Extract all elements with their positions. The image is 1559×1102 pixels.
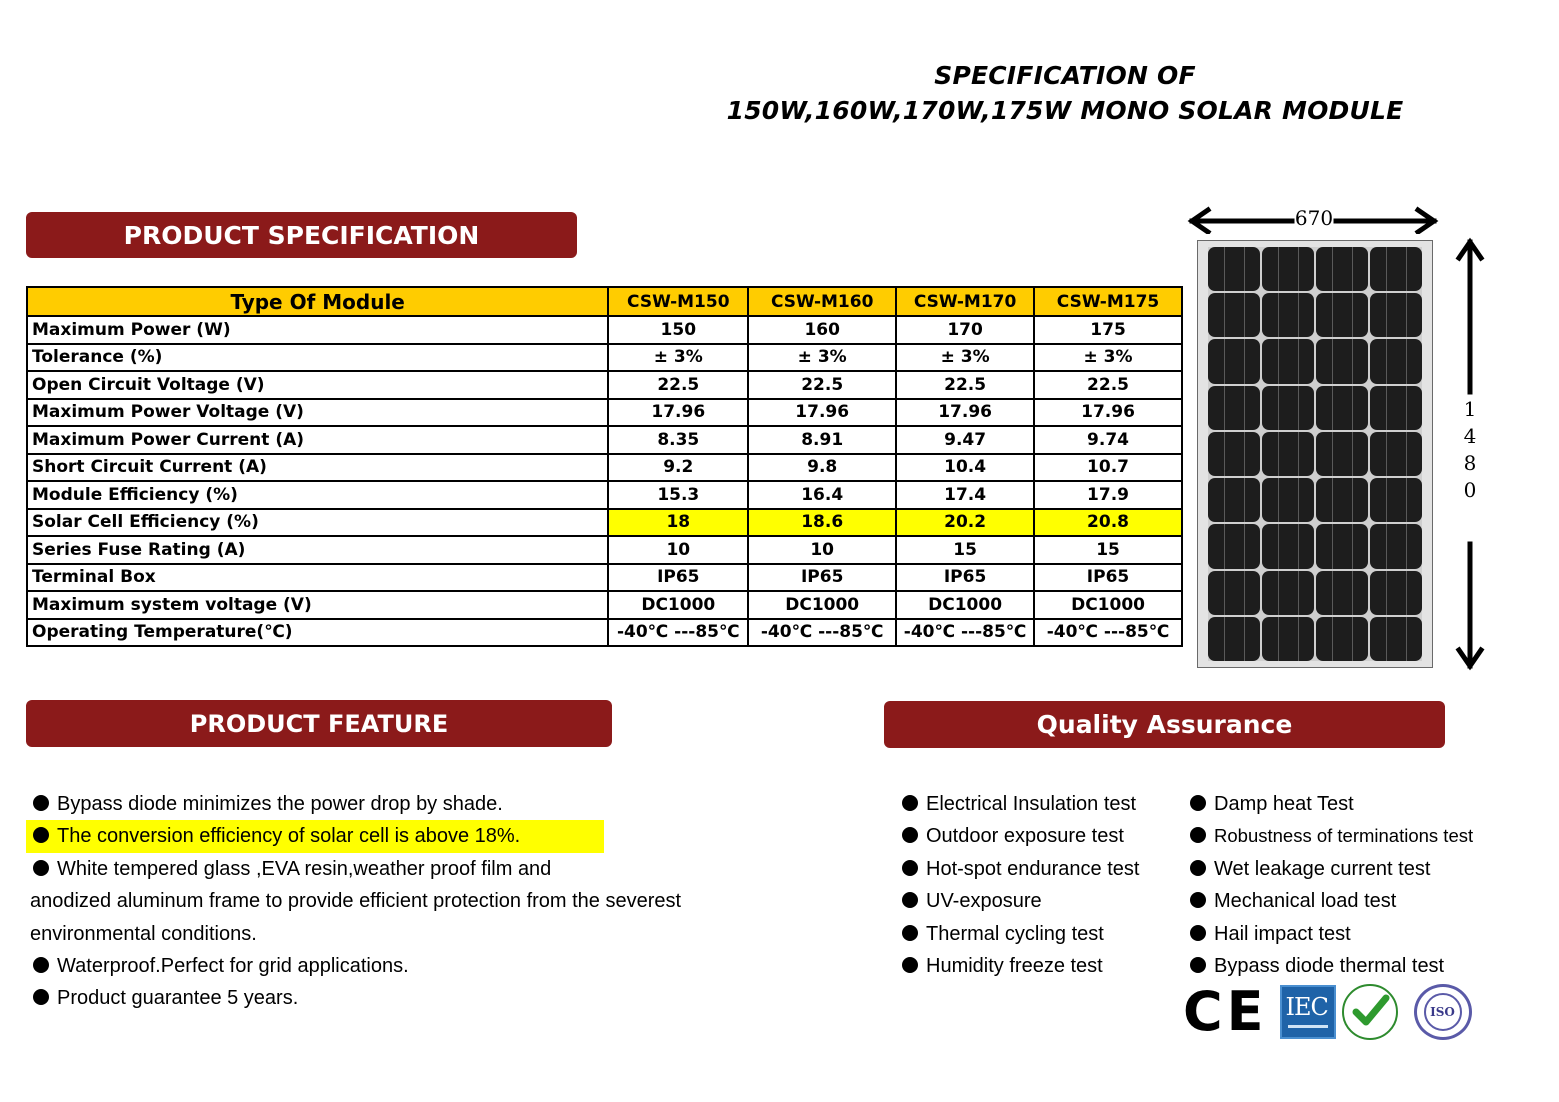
quality-test-item — [899, 885, 1139, 917]
model-header: CSW-M160 — [748, 287, 896, 316]
test-text: Damp heat Test — [1214, 793, 1354, 815]
height-digit: 0 — [1463, 478, 1477, 502]
cell-value: 150 — [608, 316, 748, 344]
feature-text: Bypass diode minimizes the power drop by shade. — [57, 793, 503, 815]
solar-cell — [1208, 478, 1260, 522]
cell-value: ± 3% — [748, 344, 896, 372]
cell-value: IP65 — [896, 564, 1034, 592]
cell-value: -40℃ ---85℃ — [1034, 619, 1182, 647]
solar-cell — [1316, 524, 1368, 568]
cell-value: 17.96 — [748, 399, 896, 427]
type-of-module-header: Type Of Module — [27, 287, 608, 316]
solar-cell — [1316, 432, 1368, 476]
product-specification-banner: PRODUCT SPECIFICATION — [26, 212, 577, 258]
solar-cell — [1262, 247, 1314, 291]
checkmark-icon — [1352, 992, 1390, 1030]
cell-value: 8.91 — [748, 426, 896, 454]
test-text: Thermal cycling test — [926, 922, 1104, 945]
feature-item-continuation — [30, 885, 790, 917]
iso-logo-icon — [1414, 984, 1472, 1040]
bullet-icon — [33, 957, 49, 973]
table-row — [27, 399, 1182, 427]
table-row — [27, 564, 1182, 592]
test-text: Mechanical load test — [1214, 890, 1397, 913]
solar-cell — [1370, 432, 1422, 476]
quality-test-item — [1187, 950, 1473, 982]
cell-value: 9.2 — [608, 454, 748, 482]
iec-logo-icon — [1280, 985, 1336, 1039]
table-row — [27, 481, 1182, 509]
model-header: CSW-M175 — [1034, 287, 1182, 316]
solar-cell — [1316, 478, 1368, 522]
cell-value: 160 — [748, 316, 896, 344]
cell-value: IP65 — [608, 564, 748, 592]
cell-value: 18 — [608, 509, 748, 537]
row-label: Short Circuit Current (A) — [27, 454, 608, 482]
quality-test-item — [1187, 820, 1473, 852]
width-label: 670 — [1294, 206, 1334, 230]
cell-value: ± 3% — [896, 344, 1034, 372]
test-text: Wet leakage current test — [1214, 857, 1431, 880]
solar-cell — [1370, 524, 1422, 568]
row-label: Operating Temperature(℃) — [27, 619, 608, 647]
solar-cell — [1316, 617, 1368, 661]
bullet-icon — [1190, 957, 1206, 973]
row-label: Open Circuit Voltage (V) — [27, 371, 608, 399]
quality-test-item — [1187, 885, 1473, 917]
solar-cell — [1370, 339, 1422, 383]
cell-value: 15 — [1034, 536, 1182, 564]
bullet-icon — [1190, 795, 1206, 811]
cell-value: 10 — [608, 536, 748, 564]
solar-cell — [1370, 293, 1422, 337]
cell-value: ± 3% — [608, 344, 748, 372]
row-label: Maximum system voltage (V) — [27, 591, 608, 619]
height-dimension — [1455, 234, 1485, 674]
row-label: Tolerance (%) — [27, 344, 608, 372]
solar-cell — [1370, 478, 1422, 522]
feature-item-continuation — [30, 918, 790, 950]
solar-cell — [1262, 386, 1314, 430]
bullet-icon — [1190, 860, 1206, 876]
cell-value: 10.7 — [1034, 454, 1182, 482]
solar-cell — [1208, 432, 1260, 476]
solar-cell — [1316, 247, 1368, 291]
cell-value: 15.3 — [608, 481, 748, 509]
model-header: CSW-M170 — [896, 287, 1034, 316]
solar-cell — [1262, 432, 1314, 476]
cell-value: IP65 — [1034, 564, 1182, 592]
table-row — [27, 426, 1182, 454]
row-label: Maximum Power (W) — [27, 316, 608, 344]
ce-mark-icon: CE — [1183, 980, 1268, 1043]
row-label: Series Fuse Rating (A) — [27, 536, 608, 564]
solar-panel-image — [1197, 240, 1433, 668]
quality-test-item — [899, 820, 1139, 852]
test-text: Outdoor exposure test — [926, 825, 1124, 848]
feature-text: anodized aluminum frame to provide efficient protection from the severest — [30, 890, 682, 913]
solar-cell — [1208, 571, 1260, 615]
quality-test-item — [899, 950, 1139, 982]
quality-test-item — [1187, 788, 1473, 820]
test-text: Hail impact test — [1214, 922, 1351, 945]
test-text: UV-exposure — [926, 890, 1042, 913]
bullet-icon — [33, 827, 49, 843]
test-text: Hot-spot endurance test — [926, 857, 1140, 880]
cell-value: -40℃ ---85℃ — [608, 619, 748, 647]
feature-text: Waterproof.Perfect for grid applications. — [57, 955, 409, 978]
cell-value: -40℃ ---85℃ — [896, 619, 1034, 647]
solar-cell — [1370, 617, 1422, 661]
table-row — [27, 591, 1182, 619]
row-label: Maximum Power Voltage (V) — [27, 399, 608, 427]
cell-value: 20.8 — [1034, 509, 1182, 537]
cell-value: 17.9 — [1034, 481, 1182, 509]
cell-value: 22.5 — [748, 371, 896, 399]
title-line-1: SPECIFICATION OF — [934, 61, 1196, 90]
solar-cell — [1370, 386, 1422, 430]
solar-cell — [1262, 293, 1314, 337]
solar-cell — [1262, 524, 1314, 568]
quality-test-item — [899, 918, 1139, 950]
solar-cell — [1316, 293, 1368, 337]
product-feature-banner: PRODUCT FEATURE — [26, 700, 612, 747]
bullet-icon — [902, 925, 918, 941]
cell-value: 175 — [1034, 316, 1182, 344]
solar-cell — [1316, 386, 1368, 430]
cell-value: 17.4 — [896, 481, 1034, 509]
feature-item — [30, 853, 790, 885]
cell-value: 22.5 — [1034, 371, 1182, 399]
feature-item — [30, 950, 790, 982]
cell-value: 9.74 — [1034, 426, 1182, 454]
quality-test-item — [899, 853, 1139, 885]
height-digit: 8 — [1463, 451, 1477, 475]
height-label — [1455, 396, 1485, 504]
cell-value: 9.8 — [748, 454, 896, 482]
specification-table — [26, 286, 1183, 647]
quality-assurance-banner: Quality Assurance — [884, 701, 1445, 748]
bullet-icon — [33, 795, 49, 811]
table-row — [27, 454, 1182, 482]
feature-list — [30, 788, 790, 1015]
rohs-logo-icon — [1342, 984, 1398, 1040]
row-label: Terminal Box — [27, 564, 608, 592]
solar-cell — [1262, 478, 1314, 522]
cell-value: 15 — [896, 536, 1034, 564]
solar-cell — [1208, 617, 1260, 661]
feature-text: White tempered glass ,EVA resin,weather proof film and — [57, 857, 552, 880]
test-text: Humidity freeze test — [926, 955, 1103, 978]
cell-value: 22.5 — [896, 371, 1034, 399]
solar-cell — [1370, 571, 1422, 615]
title-line-2: 150W,160W,170W,175W MONO SOLAR MODULE — [726, 96, 1404, 125]
bullet-icon — [902, 827, 918, 843]
quality-test-item — [1187, 853, 1473, 885]
solar-cell — [1262, 571, 1314, 615]
table-row — [27, 371, 1182, 399]
solar-cell — [1208, 339, 1260, 383]
quality-test-list-left — [899, 788, 1139, 982]
width-dimension — [1186, 204, 1440, 234]
bullet-icon — [1190, 827, 1206, 843]
bullet-icon — [33, 989, 49, 1005]
feature-item — [30, 788, 790, 820]
bullet-icon — [902, 892, 918, 908]
row-label: Maximum Power Current (A) — [27, 426, 608, 454]
solar-cell — [1262, 617, 1314, 661]
cell-value: 9.47 — [896, 426, 1034, 454]
table-header-row — [27, 287, 1182, 316]
cell-value: 8.35 — [608, 426, 748, 454]
bullet-icon — [33, 860, 49, 876]
cell-value: DC1000 — [748, 591, 896, 619]
height-digit: 1 — [1463, 397, 1477, 421]
cell-value: DC1000 — [608, 591, 748, 619]
height-digit: 4 — [1463, 424, 1477, 448]
bullet-icon — [1190, 892, 1206, 908]
solar-cell — [1370, 247, 1422, 291]
table-row — [27, 344, 1182, 372]
table-row — [27, 619, 1182, 647]
solar-cell — [1262, 339, 1314, 383]
cell-value: DC1000 — [896, 591, 1034, 619]
solar-cell-grid — [1208, 247, 1422, 661]
row-label: Solar Cell Efficiency (%) — [27, 509, 608, 537]
cell-value: DC1000 — [1034, 591, 1182, 619]
cell-value: 20.2 — [896, 509, 1034, 537]
quality-test-list-right — [1187, 788, 1473, 982]
solar-cell — [1316, 571, 1368, 615]
iec-text: IEC — [1285, 993, 1328, 1021]
table-row — [27, 536, 1182, 564]
cell-value: 18.6 — [748, 509, 896, 537]
test-text: Robustness of terminations test — [1214, 825, 1474, 847]
quality-test-item — [1187, 918, 1473, 950]
cell-value: -40℃ ---85℃ — [748, 619, 896, 647]
feature-text: environmental conditions. — [30, 922, 257, 945]
solar-cell — [1208, 524, 1260, 568]
cell-value: 22.5 — [608, 371, 748, 399]
solar-cell — [1208, 386, 1260, 430]
table-row — [27, 316, 1182, 344]
cell-value: 16.4 — [748, 481, 896, 509]
model-header: CSW-M150 — [608, 287, 748, 316]
cell-value: 10 — [748, 536, 896, 564]
cell-value: ± 3% — [1034, 344, 1182, 372]
cell-value: 17.96 — [608, 399, 748, 427]
cell-value: 17.96 — [896, 399, 1034, 427]
iso-text: ISO — [1424, 993, 1462, 1031]
feature-item — [30, 982, 790, 1014]
solar-cell — [1316, 339, 1368, 383]
cell-value: 17.96 — [1034, 399, 1182, 427]
feature-text: Product guarantee 5 years. — [57, 987, 299, 1010]
solar-cell — [1208, 247, 1260, 291]
row-label: Module Efficiency (%) — [27, 481, 608, 509]
bullet-icon — [902, 860, 918, 876]
bullet-icon — [902, 957, 918, 973]
certification-logos — [1183, 980, 1472, 1043]
test-text: Electrical Insulation test — [926, 793, 1137, 815]
test-text: Bypass diode thermal test — [1214, 955, 1445, 978]
quality-test-item — [899, 788, 1139, 820]
iec-underline — [1288, 1025, 1328, 1028]
document-title — [700, 58, 1430, 128]
table-row-highlighted — [27, 509, 1182, 537]
cell-value: IP65 — [748, 564, 896, 592]
cell-value: 10.4 — [896, 454, 1034, 482]
feature-item-highlighted — [26, 820, 604, 852]
bullet-icon — [902, 795, 918, 811]
feature-text: The conversion efficiency of solar cell is above 18%. — [57, 825, 521, 848]
cell-value: 170 — [896, 316, 1034, 344]
bullet-icon — [1190, 925, 1206, 941]
solar-cell — [1208, 293, 1260, 337]
